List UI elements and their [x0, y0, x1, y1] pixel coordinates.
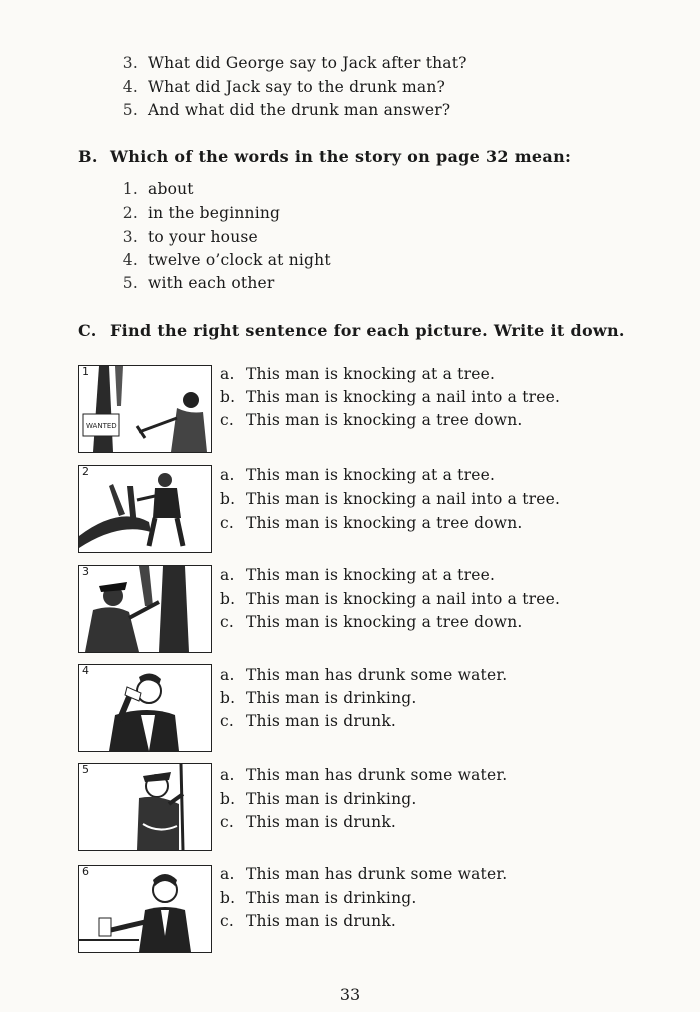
option-line: c. This man is drunk. [220, 813, 397, 831]
man-glass-drawing [79, 866, 211, 952]
picture-number: 6 [82, 865, 89, 878]
svg-text:WANTED: WANTED [86, 422, 117, 430]
illustration-man-drinking [78, 664, 212, 752]
option-line: a. This man has drunk some water. [220, 766, 508, 784]
list-item: 1. about [122, 180, 194, 198]
option-line: c. This man is drunk. [220, 712, 397, 730]
illustration-man-chopping-tree [78, 465, 212, 553]
picture-number: 4 [82, 664, 89, 677]
option-line: b. This man is knocking a nail into a tree. [220, 590, 561, 608]
section-b-heading: B. Which of the words in the story on page 32 mean: [78, 147, 572, 166]
option-line: c. This man is drunk. [220, 912, 397, 930]
list-item: 3. to your house [122, 228, 258, 246]
list-item: 2. in the beginning [122, 204, 281, 222]
knocking-drawing [79, 566, 211, 652]
option-line: b. This man is knocking a nail into a tree. [220, 388, 561, 406]
illustration-man-with-glass [78, 865, 212, 953]
page-number: 33 [339, 985, 361, 1004]
option-line: b. This man is drinking. [220, 889, 417, 907]
option-line: c. This man is knocking a tree down. [220, 514, 523, 532]
drinking-drawing [79, 665, 211, 751]
picture-number: 1 [82, 365, 89, 378]
list-item: 4. twelve o’clock at night [122, 251, 331, 269]
option-line: b. This man is knocking a nail into a tree. [220, 490, 561, 508]
picture-number: 3 [82, 565, 89, 578]
option-line: a. This man is knocking at a tree. [220, 566, 496, 584]
option-line: a. This man is knocking at a tree. [220, 466, 496, 484]
section-c-heading: C. Find the right sentence for each picture. Write it down. [78, 321, 625, 340]
question-line: 3. What did George say to Jack after that? [122, 54, 467, 72]
illustration-man-hammering-sign [78, 365, 212, 453]
list-item: 5. with each other [122, 274, 275, 292]
drunk-man-drawing [79, 764, 211, 850]
option-line: a. This man has drunk some water. [220, 666, 508, 684]
illustration-drunk-man [78, 763, 212, 851]
option-line: b. This man is drinking. [220, 689, 417, 707]
option-line: a. This man is knocking at a tree. [220, 365, 496, 383]
option-line: b. This man is drinking. [220, 790, 417, 808]
hammer-sign-drawing [79, 366, 211, 452]
option-line: c. This man is knocking a tree down. [220, 613, 523, 631]
question-line: 5. And what did the drunk man answer? [122, 101, 451, 119]
option-line: a. This man has drunk some water. [220, 865, 508, 883]
picture-number: 5 [82, 763, 89, 776]
chopping-drawing [79, 466, 211, 552]
option-line: c. This man is knocking a tree down. [220, 411, 523, 429]
illustration-man-knocking-tree [78, 565, 212, 653]
question-line: 4. What did Jack say to the drunk man? [122, 78, 446, 96]
picture-number: 2 [82, 465, 89, 478]
